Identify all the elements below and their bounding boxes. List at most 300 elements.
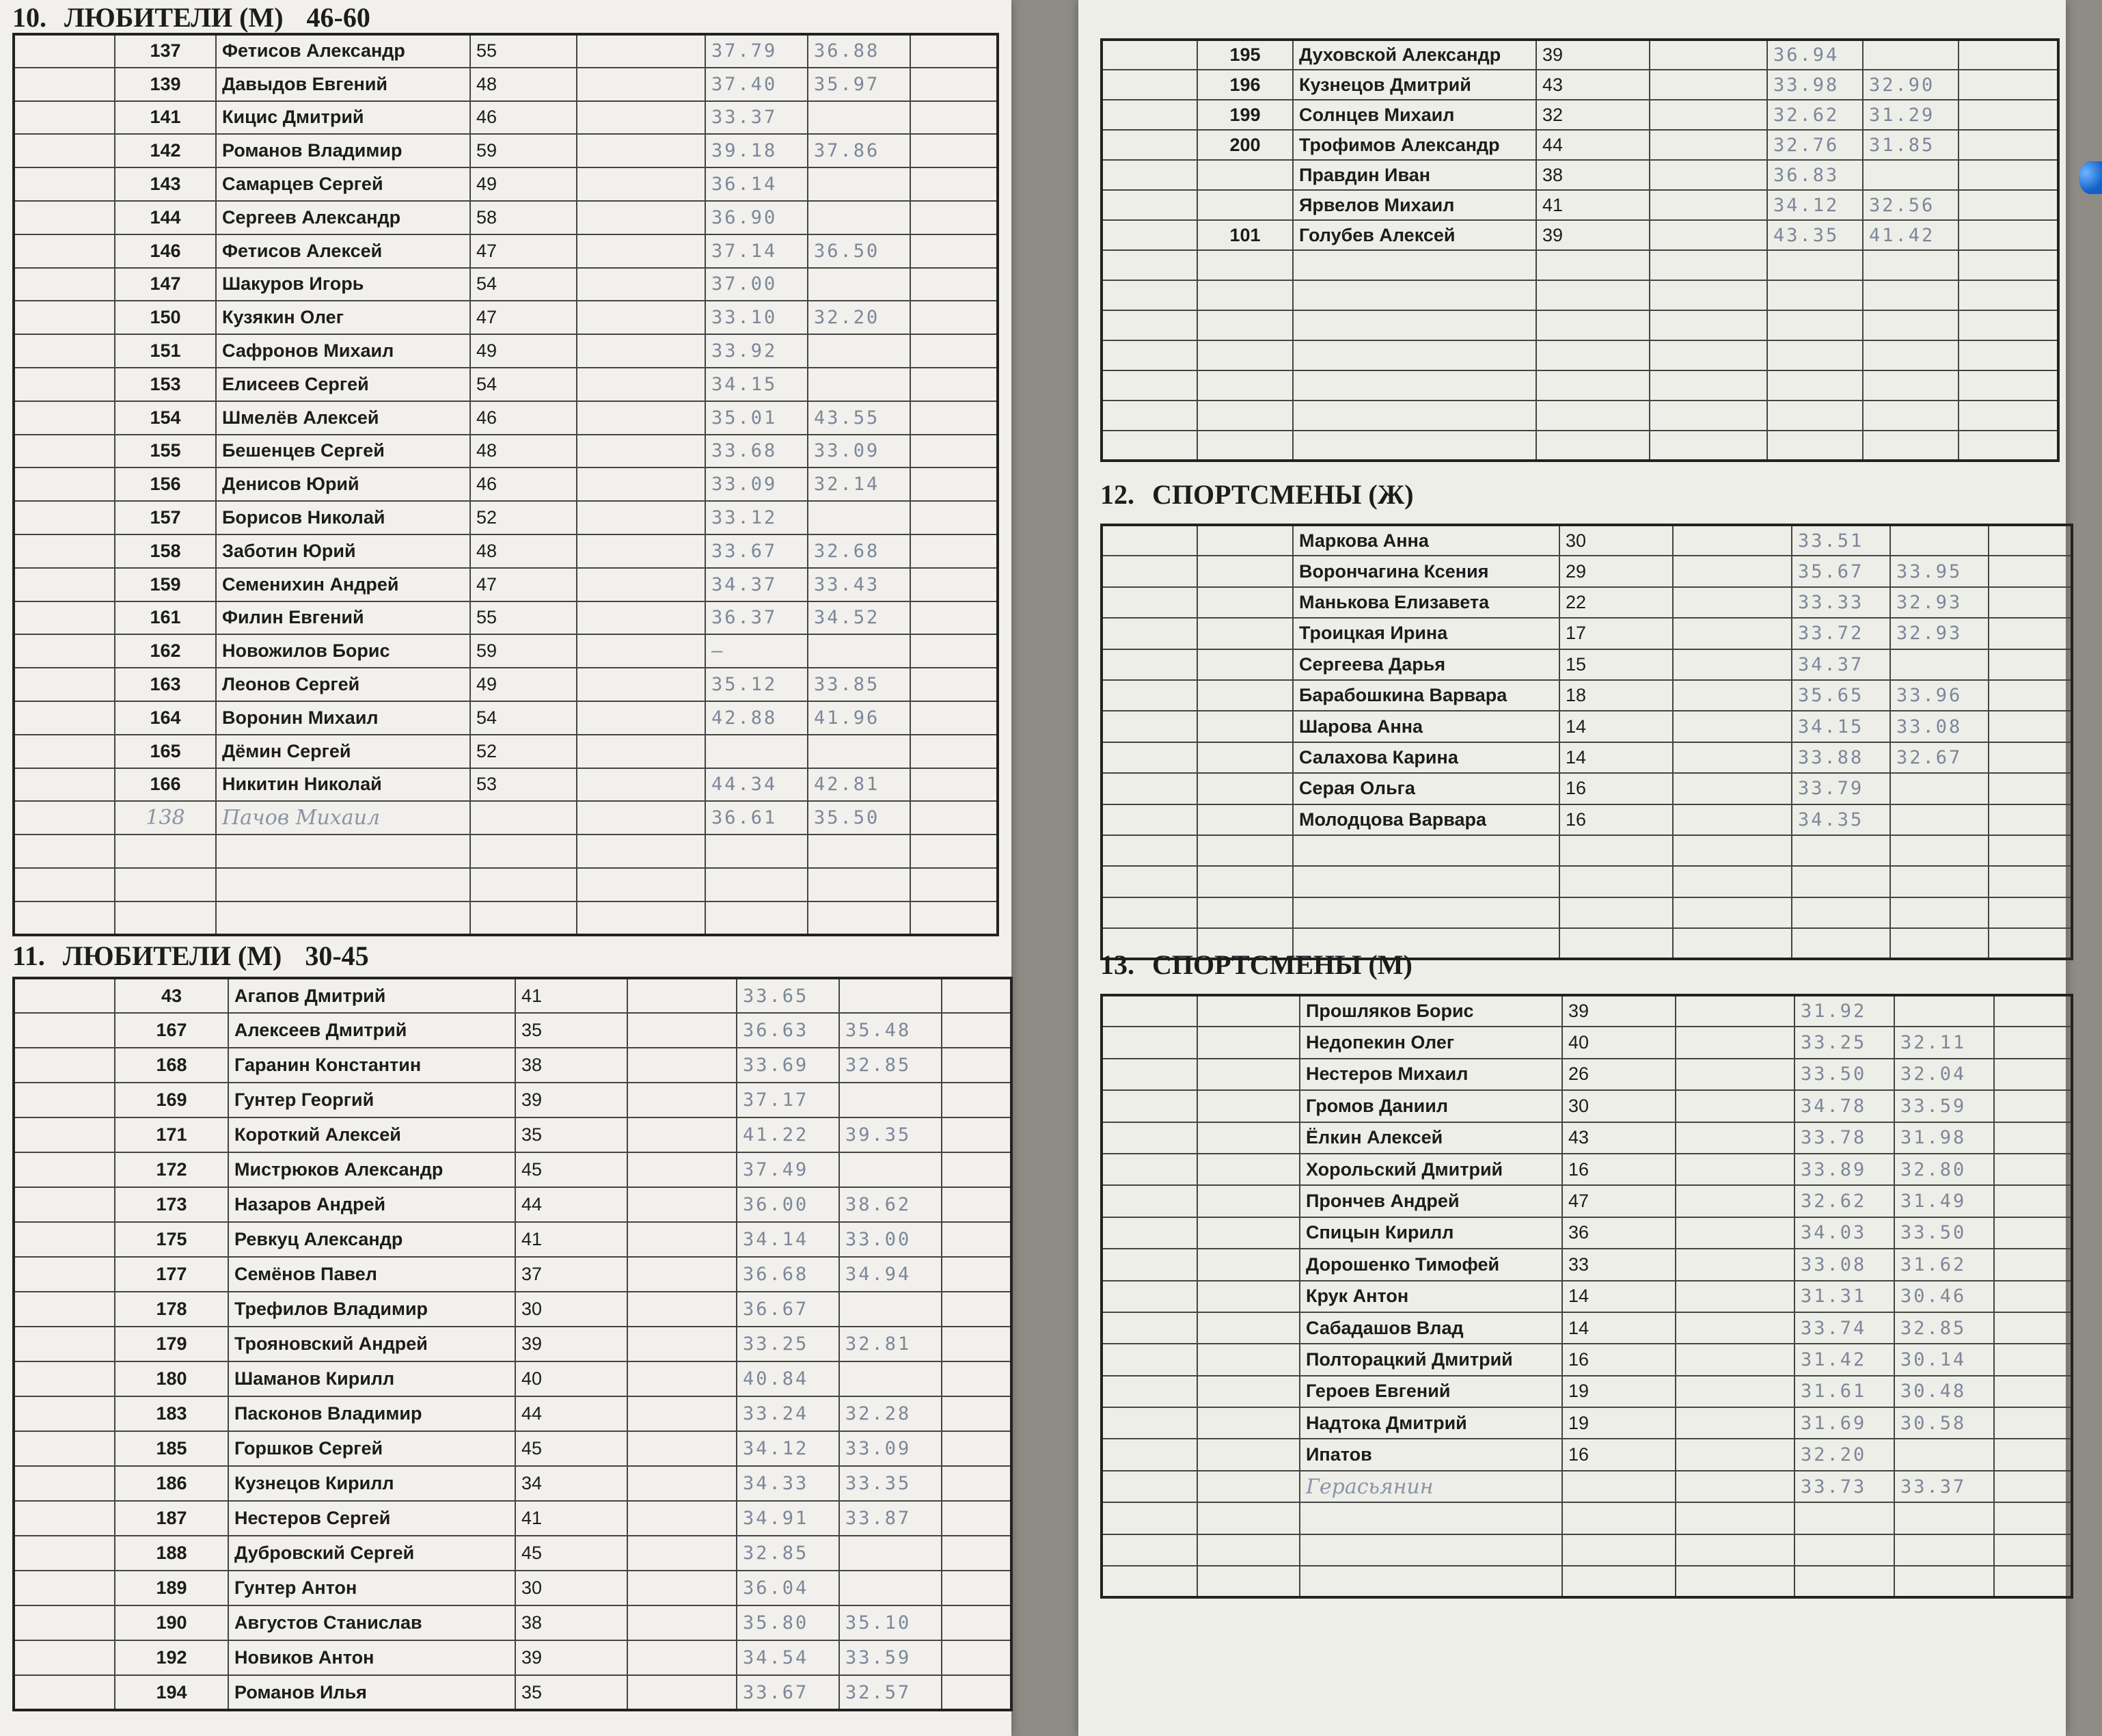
athlete-name [216, 835, 470, 868]
age: 45 [515, 1152, 627, 1187]
blank-cell [1650, 40, 1767, 70]
athlete-name: Гаранин Константин [228, 1048, 515, 1083]
time-run-2 [1863, 40, 1958, 70]
time-run-2: 35.97 [808, 68, 910, 101]
empty-row [14, 835, 998, 868]
athlete-name: Нестеров Михаил [1300, 1059, 1562, 1090]
blank-cell [910, 735, 998, 768]
blank-cell [1989, 866, 2072, 897]
athlete-name: Крук Антон [1300, 1281, 1562, 1312]
bib-number: 146 [115, 234, 216, 268]
athlete-name: Спицын Кирилл [1300, 1217, 1562, 1249]
time-run-2: 41.96 [808, 701, 910, 735]
time-run-2 [808, 201, 910, 234]
blank-cell [627, 978, 737, 1013]
table-row [14, 634, 998, 668]
bib-number [1197, 897, 1293, 928]
time-run-1: 34.37 [705, 568, 808, 601]
age: 38 [515, 1048, 627, 1083]
age [1562, 1502, 1676, 1534]
age: 48 [470, 534, 577, 568]
blank-cell [1676, 1185, 1794, 1217]
table-row [14, 1431, 1011, 1466]
time-run-2 [839, 1571, 942, 1605]
bib-number [1197, 1281, 1300, 1312]
blank-cell [1673, 711, 1792, 742]
place-cell [14, 1187, 115, 1222]
time-run-1: 37.40 [705, 68, 808, 101]
place-cell [14, 534, 115, 568]
place-cell [14, 68, 115, 101]
table-row [14, 435, 998, 468]
blank-cell [577, 735, 705, 768]
blank-cell [1994, 995, 2072, 1027]
age: 40 [1562, 1027, 1676, 1058]
blank-cell [1676, 1154, 1794, 1185]
age: 39 [1562, 995, 1676, 1027]
time-run-2: 32.81 [839, 1327, 942, 1361]
athlete-name: Агапов Дмитрий [228, 978, 515, 1013]
time-run-2: 32.67 [1890, 742, 1989, 773]
place-cell [14, 1292, 115, 1327]
time-run-2: 35.10 [839, 1605, 942, 1640]
blank-cell [910, 268, 998, 301]
place-cell [14, 978, 115, 1013]
blank-cell [577, 435, 705, 468]
empty-row [1102, 310, 2058, 340]
bib-number [1197, 1471, 1300, 1502]
time-run-1: 34.15 [705, 368, 808, 401]
bib-number [1197, 1090, 1300, 1122]
table-row [14, 234, 998, 268]
table-row [1102, 995, 2072, 1027]
place-cell [14, 1675, 115, 1710]
blank-cell [1673, 742, 1792, 773]
section-title [1100, 949, 1412, 981]
blank-cell [1994, 1566, 2072, 1597]
time-run-2: 33.37 [1894, 1471, 1994, 1502]
bib-number: 147 [115, 268, 216, 301]
empty-row [14, 868, 998, 901]
results-table [12, 977, 1013, 1711]
table-row [1102, 220, 2058, 250]
bib-number: 159 [115, 568, 216, 601]
time-run-1: 33.69 [737, 1048, 839, 1083]
athlete-name: Гунтер Антон [228, 1571, 515, 1605]
time-run-1: 36.94 [1767, 40, 1863, 70]
age: 41 [515, 1222, 627, 1257]
age: 14 [1562, 1312, 1676, 1344]
table-row [14, 1501, 1011, 1536]
blank-cell [1673, 835, 1792, 866]
blank-cell [577, 401, 705, 435]
time-run-1: 31.92 [1794, 995, 1894, 1027]
age: 22 [1559, 587, 1673, 618]
blank-cell [942, 1466, 1011, 1501]
age: 43 [1562, 1122, 1676, 1154]
place-cell [14, 868, 115, 901]
time-run-2 [1890, 897, 1989, 928]
blank-cell [910, 234, 998, 268]
age: 49 [470, 334, 577, 368]
time-run-1 [1792, 866, 1890, 897]
blank-cell [627, 1048, 737, 1083]
blank-cell [942, 1117, 1011, 1152]
place-cell [1102, 431, 1197, 461]
time-run-2: 34.52 [808, 601, 910, 635]
table-row [1102, 711, 2072, 742]
blank-cell [1673, 897, 1792, 928]
blank-cell [1994, 1217, 2072, 1249]
blank-cell [627, 1605, 737, 1640]
table-row [14, 1083, 1011, 1117]
time-run-1: 34.12 [737, 1431, 839, 1466]
blank-cell [1994, 1185, 2072, 1217]
bib-number: 179 [115, 1327, 228, 1361]
time-run-1: 34.37 [1792, 649, 1890, 680]
table-row [14, 1605, 1011, 1640]
time-run-2: 43.55 [808, 401, 910, 435]
blank-cell [1676, 1090, 1794, 1122]
age: 54 [470, 368, 577, 401]
time-run-1: 36.00 [737, 1187, 839, 1222]
time-run-2: 32.11 [1894, 1027, 1994, 1058]
time-run-1: 37.17 [737, 1083, 839, 1117]
time-run-2: 35.50 [808, 801, 910, 835]
table-row [14, 1292, 1011, 1327]
place-cell [1102, 773, 1197, 804]
blank-cell [942, 1292, 1011, 1327]
athlete-name [216, 901, 470, 935]
blank-cell [1650, 340, 1767, 370]
place-cell [1102, 1185, 1197, 1217]
place-cell [14, 234, 115, 268]
blank-cell [1994, 1090, 2072, 1122]
place-cell [14, 401, 115, 435]
age: 15 [1559, 649, 1673, 680]
athlete-name: Правдин Иван [1293, 160, 1536, 190]
table-row [14, 1222, 1011, 1257]
time-run-2: 33.59 [839, 1640, 942, 1675]
blank-cell [910, 201, 998, 234]
blank-cell [1650, 190, 1767, 220]
time-run-1: 37.49 [737, 1152, 839, 1187]
table-row [14, 1396, 1011, 1431]
place-cell [14, 835, 115, 868]
table-row [1102, 773, 2072, 804]
age [1559, 928, 1673, 959]
place-cell [1102, 40, 1197, 70]
athlete-name: Салахова Карина [1293, 742, 1559, 773]
blank-cell [1676, 1376, 1794, 1407]
athlete-name: Назаров Андрей [228, 1187, 515, 1222]
place-cell [14, 1257, 115, 1292]
athlete-name [1293, 370, 1536, 401]
place-cell [14, 1396, 115, 1431]
blank-cell [1676, 1502, 1794, 1534]
table-row [14, 1327, 1011, 1361]
blank-cell [910, 167, 998, 201]
time-run-2: 32.90 [1863, 70, 1958, 100]
athlete-name: Надтока Дмитрий [1300, 1407, 1562, 1439]
age: 41 [1536, 190, 1650, 220]
time-run-2: 36.88 [808, 34, 910, 68]
time-run-2 [1863, 431, 1958, 461]
athlete-name: Барабошкина Варвара [1293, 680, 1559, 711]
time-run-1 [705, 835, 808, 868]
blank-cell [627, 1396, 737, 1431]
blank-cell [910, 435, 998, 468]
age [1536, 310, 1650, 340]
bib-number [1197, 835, 1293, 866]
time-run-1 [705, 901, 808, 935]
time-run-1: 36.04 [737, 1571, 839, 1605]
time-run-2 [839, 1536, 942, 1571]
blank-cell [577, 467, 705, 501]
time-run-1: 33.79 [1792, 773, 1890, 804]
place-cell [1102, 1027, 1197, 1058]
place-cell [14, 1431, 115, 1466]
bib-number [1197, 1185, 1300, 1217]
athlete-name: Новожилов Борис [216, 634, 470, 668]
athlete-name: Героев Евгений [1300, 1376, 1562, 1407]
bib-number: 200 [1197, 130, 1293, 160]
place-cell [14, 1083, 115, 1117]
bib-number: 139 [115, 68, 216, 101]
time-run-1: 33.37 [705, 101, 808, 135]
blank-cell [942, 1257, 1011, 1292]
bib-number: 171 [115, 1117, 228, 1152]
section-category: ЛЮБИТЕЛИ (М) [62, 940, 282, 971]
section-title [12, 1, 370, 33]
blank-cell [577, 334, 705, 368]
place-cell [1102, 1312, 1197, 1344]
bib-number: 196 [1197, 70, 1293, 100]
blank-cell [1650, 100, 1767, 130]
bib-number [1197, 160, 1293, 190]
athlete-name: Прошляков Борис [1300, 995, 1562, 1027]
place-cell [14, 467, 115, 501]
blank-cell [910, 634, 998, 668]
age [1536, 401, 1650, 431]
section-category: ЛЮБИТЕЛИ (М) [64, 2, 284, 33]
table-row [1102, 1281, 2072, 1312]
athlete-name: Хорольский Дмитрий [1300, 1154, 1562, 1185]
place-cell [14, 268, 115, 301]
table-row [1102, 1439, 2072, 1470]
time-run-2 [1863, 280, 1958, 310]
place-cell [14, 301, 115, 334]
blank-cell [1673, 804, 1792, 835]
time-run-1 [1767, 401, 1863, 431]
time-run-2 [1890, 835, 1989, 866]
place-cell [14, 1117, 115, 1152]
empty-row [1102, 280, 2058, 310]
blank-cell [1994, 1502, 2072, 1534]
time-run-1: 33.50 [1794, 1059, 1894, 1090]
blank-cell [1958, 40, 2058, 70]
athlete-name: Голубев Алексей [1293, 220, 1536, 250]
blank-cell [1989, 525, 2072, 556]
blank-cell [942, 1605, 1011, 1640]
age: 34 [515, 1466, 627, 1501]
time-run-2 [1890, 773, 1989, 804]
blank-cell [1650, 431, 1767, 461]
blank-cell [1958, 401, 2058, 431]
age: 59 [470, 634, 577, 668]
athlete-name: Маркова Анна [1293, 525, 1559, 556]
bib-number [1197, 190, 1293, 220]
empty-row [1102, 1534, 2072, 1566]
place-cell [1102, 280, 1197, 310]
time-run-2: 32.28 [839, 1396, 942, 1431]
age: 59 [470, 134, 577, 167]
blank-cell [1673, 680, 1792, 711]
athlete-name: Алексеев Дмитрий [228, 1013, 515, 1048]
time-run-1: 33.51 [1792, 525, 1890, 556]
age [1562, 1566, 1676, 1597]
time-run-1: 33.10 [705, 301, 808, 334]
athlete-name: Заботин Юрий [216, 534, 470, 568]
bib-number [1197, 773, 1293, 804]
bib-number [1197, 401, 1293, 431]
time-run-2 [808, 835, 910, 868]
empty-row [1102, 866, 2072, 897]
time-run-1: 34.12 [1767, 190, 1863, 220]
bib-number: 194 [115, 1675, 228, 1710]
bib-number: 199 [1197, 100, 1293, 130]
athlete-name: Ревкуц Александр [228, 1222, 515, 1257]
bib-number [1197, 310, 1293, 340]
place-cell [1102, 220, 1197, 250]
age: 16 [1559, 804, 1673, 835]
age: 39 [515, 1640, 627, 1675]
blank-cell [577, 501, 705, 534]
blank-cell [577, 34, 705, 68]
table-row [1102, 1185, 2072, 1217]
athlete-name: Ярвелов Михаил [1293, 190, 1536, 220]
table-row [1102, 804, 2072, 835]
athlete-name [1293, 250, 1536, 280]
age [1559, 835, 1673, 866]
bib-number: 137 [115, 34, 216, 68]
table-row [14, 334, 998, 368]
place-cell [1102, 1566, 1197, 1597]
bib-number: 192 [115, 1640, 228, 1675]
time-run-1: 34.15 [1792, 711, 1890, 742]
age: 39 [1536, 40, 1650, 70]
time-run-1 [705, 735, 808, 768]
bib-number: 187 [115, 1501, 228, 1536]
age: 48 [470, 68, 577, 101]
athlete-name: Солнцев Михаил [1293, 100, 1536, 130]
time-run-1 [1767, 310, 1863, 340]
bib-number [1197, 711, 1293, 742]
athlete-name: Манькова Елизавета [1293, 587, 1559, 618]
time-run-1: 33.74 [1794, 1312, 1894, 1344]
place-cell [14, 334, 115, 368]
athlete-name: Трефилов Владимир [228, 1292, 515, 1327]
time-run-2 [808, 735, 910, 768]
bib-number [115, 901, 216, 935]
blank-cell [1650, 310, 1767, 340]
table-row [14, 601, 998, 635]
age: 35 [515, 1013, 627, 1048]
table-row [14, 801, 998, 835]
place-cell [1102, 556, 1197, 586]
time-run-1: 31.69 [1794, 1407, 1894, 1439]
table-row [14, 1257, 1011, 1292]
time-run-2: 39.35 [839, 1117, 942, 1152]
time-run-1: 36.37 [705, 601, 808, 635]
table-row [14, 68, 998, 101]
place-cell [1102, 340, 1197, 370]
bib-number [1197, 1566, 1300, 1597]
age: 44 [515, 1396, 627, 1431]
blank-cell [910, 768, 998, 802]
table-row [14, 401, 998, 435]
table-row [14, 101, 998, 135]
time-run-2: 31.85 [1863, 130, 1958, 160]
bib-number: 150 [115, 301, 216, 334]
age: 52 [470, 735, 577, 768]
blank-cell [1958, 310, 2058, 340]
empty-row [1102, 370, 2058, 401]
blank-cell [1989, 773, 2072, 804]
place-cell [14, 1048, 115, 1083]
blank-cell [910, 801, 998, 835]
blank-cell [627, 1536, 737, 1571]
time-run-1: 35.12 [705, 668, 808, 701]
bib-number [1197, 1376, 1300, 1407]
age [470, 901, 577, 935]
blank-cell [577, 701, 705, 735]
age: 47 [1562, 1185, 1676, 1217]
athlete-name [1293, 835, 1559, 866]
table-row [14, 1013, 1011, 1048]
time-run-2 [839, 1152, 942, 1187]
empty-row [1102, 897, 2072, 928]
blank-cell [1676, 1249, 1794, 1280]
time-run-2: 33.08 [1890, 711, 1989, 742]
age: 30 [515, 1571, 627, 1605]
bib-number [1197, 1027, 1300, 1058]
time-run-1: 36.68 [737, 1257, 839, 1292]
athlete-name: Нестеров Сергей [228, 1501, 515, 1536]
bib-number [1197, 995, 1300, 1027]
athlete-name: Давыдов Евгений [216, 68, 470, 101]
age: 16 [1559, 773, 1673, 804]
table-row [1102, 1217, 2072, 1249]
table-row [14, 501, 998, 534]
time-run-2 [1890, 928, 1989, 959]
place-cell [14, 201, 115, 234]
age: 54 [470, 701, 577, 735]
bib-number: 138 [115, 801, 216, 835]
time-run-2 [808, 334, 910, 368]
table-row [14, 978, 1011, 1013]
blank-cell [627, 1013, 737, 1048]
blank-cell [627, 1083, 737, 1117]
place-cell [1102, 742, 1197, 773]
time-run-2: 32.04 [1894, 1059, 1994, 1090]
table-row [1102, 525, 2072, 556]
time-run-1: 36.61 [705, 801, 808, 835]
blank-cell [910, 601, 998, 635]
blank-cell [1958, 370, 2058, 401]
table-row [14, 1675, 1011, 1710]
age [1559, 866, 1673, 897]
